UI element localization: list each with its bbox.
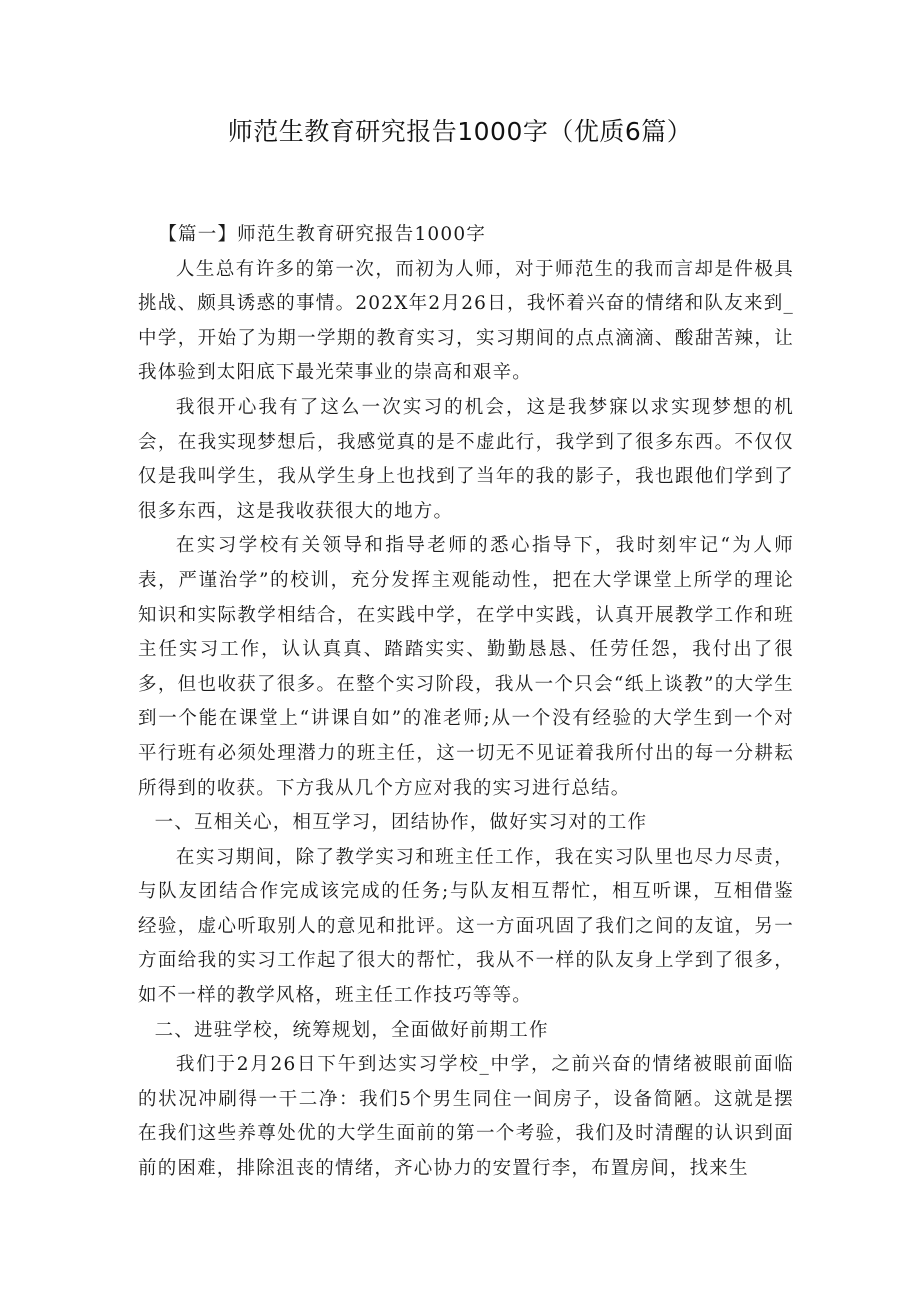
body-paragraph: 在实习期间，除了教学实习和班主任工作，我在实习队里也尽力尽责，与队友团结合作完成该完成的任务;与队友相互帮忙，相互听课，互相借鉴经验，虚心听取别人的意见和批评。这一方面巩固了我们之间的友谊，另一方面给我的实习工作起了很大的帮忙，我从不一样的队友身上学到了很多，如不一样的教学风格，班主任工作技巧等等。 — [138, 846, 794, 1007]
body-paragraph: 我们于2月26日下午到达实习学校_中学，之前兴奋的情绪被眼前面临的状况冲刷得一干二净：我们5个男生同住一间房子，设备简陋。这就是摆在我们这些养尊处优的大学生面前的第一个考验，我们及时清醒的认识到面前的困难，排除沮丧的情绪，齐心协力的安置行李，布置房间，找来生 — [138, 1054, 794, 1180]
document-body — [138, 218, 794, 1187]
chapter-heading: 【篇一】师范生教育研究报告1000字 — [158, 224, 487, 245]
section-heading: 一、互相关心，相互学习，团结协作，做好实习对的工作 — [154, 812, 648, 834]
body-paragraph: 我很开心我有了这么一次实习的机会，这是我梦寐以求实现梦想的机会，在我实现梦想后，我感觉真的是不虚此行，我学到了很多东西。不仅仅仅是我叫学生，我从学生身上也找到了当年的我的影子，我也跟他们学到了很多东西，这是我收获很大的地方。 — [138, 396, 794, 522]
section-heading: 二、进驻学校，统筹规划，全面做好前期工作 — [154, 1019, 549, 1041]
document-title: 师范生教育研究报告1000字（优质6篇） — [227, 117, 693, 146]
body-paragraph: 人生总有许多的第一次，而初为人师，对于师范生的我而言却是件极具挑战、颇具诱惑的事情。202X年2月26日，我怀着兴奋的情绪和队友来到_中学，开始了为期一学期的教育实习，实习期间的点点滴滴、酸甜苦辣，让我体验到太阳底下最光荣事业的崇高和艰辛。 — [138, 258, 794, 384]
body-paragraph: 在实习学校有关领导和指导老师的悉心指导下，我时刻牢记“为人师表，严谨治学”的校训，充分发挥主观能动性，把在大学课堂上所学的理论知识和实际教学相结合，在实践中学，在学中实践，认真开展教学工作和班主任实习工作，认认真真、踏踏实实、勤勤恳恳、任劳任怨，我付出了很多，但也收获了很多。在整个实习阶段，我从一个只会“纸上谈教”的大学生到一个能在课堂上“讲课自如”的准老师;从一个没有经验的大学生到一个对平行班有必须处理潜力的班主任，这一切无不见证着我所付出的每一分耕耘所得到的收获。下方我从几个方应对我的实习进行总结。 — [138, 535, 794, 799]
